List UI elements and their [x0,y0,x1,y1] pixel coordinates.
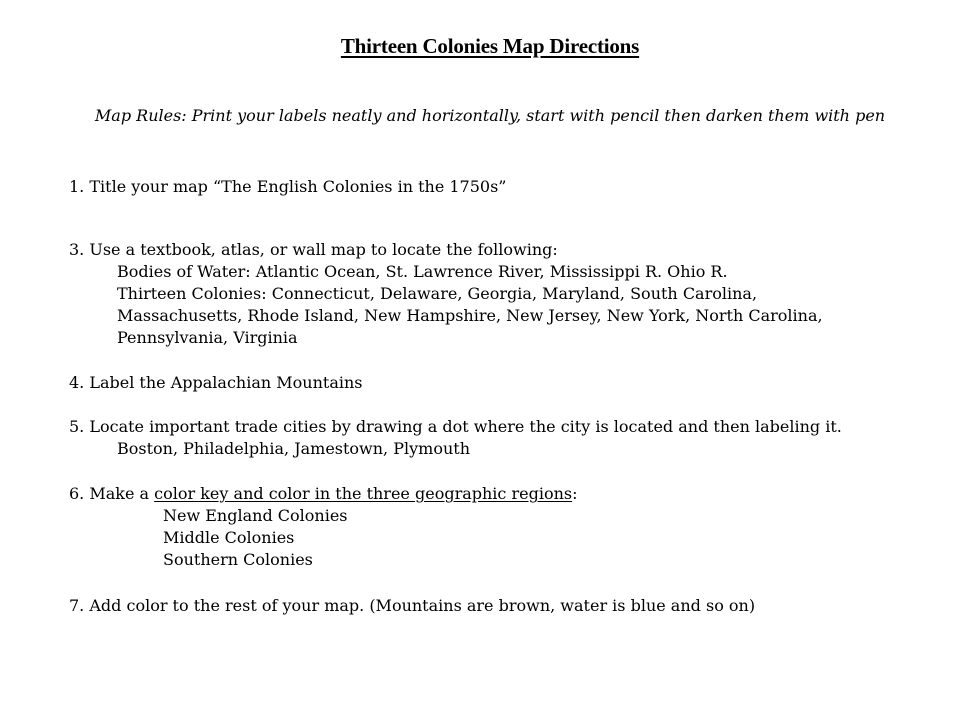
direction-item-5: 5. Locate important trade cities by drawing a dot where the city is located and then labeling it. [69,417,842,436]
item-6-underlined: color key and color in the three geographic regions [154,484,573,503]
direction-item-1: 1. Title your map “The English Colonies in the 1750s” [69,177,507,196]
direction-item-6 [69,483,577,505]
map-rules: Map Rules: Print your labels neatly and horizontally, start with pencil then darken them with pen [94,106,886,125]
colonies-line-3: Pennsylvania, Virginia [117,328,298,347]
item-6-prefix: 6. Make a [69,484,155,503]
bodies-of-water-line: Bodies of Water: Atlantic Ocean, St. Lawrence River, Mississippi R. Ohio R. [117,262,728,281]
region-middle: Middle Colonies [163,528,295,547]
region-southern: Southern Colonies [163,550,313,569]
direction-item-4: 4. Label the Appalachian Mountains [69,373,363,392]
colonies-line-1: Thirteen Colonies: Connecticut, Delaware, Georgia, Maryland, South Carolina, [117,284,758,303]
region-new-england: New England Colonies [163,506,348,525]
direction-item-7: 7. Add color to the rest of your map. (Mountains are brown, water is blue and so on) [69,596,756,615]
direction-item-3: 3. Use a textbook, atlas, or wall map to locate the following: [69,240,558,259]
page-title: Thirteen Colonies Map Directions [340,34,640,58]
trade-cities-line: Boston, Philadelphia, Jamestown, Plymouth [117,439,470,458]
item-6-suffix: : [572,484,578,503]
colonies-line-2: Massachusetts, Rhode Island, New Hampshire, New Jersey, New York, North Carolina, [117,306,823,325]
